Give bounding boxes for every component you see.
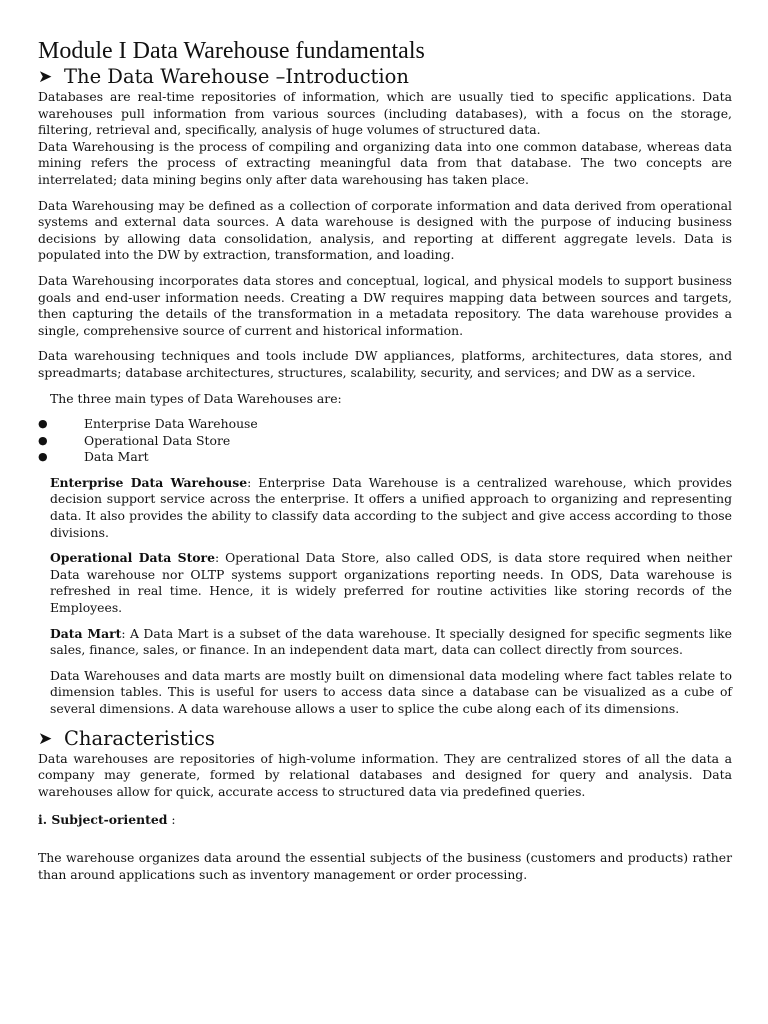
types-intro: The three main types of Data Warehouses are: — [50, 390, 342, 406]
list-item: ● Enterprise Data Warehouse — [38, 416, 258, 432]
section-heading-introduction — [38, 65, 732, 89]
data-mart-definition: Data Mart: A Data Mart is a subset of the data warehouse. It specially designed for specific segments like sales, finance, sales, or finance. In an independent data mart, data can collect directly from sources. — [50, 625, 732, 658]
list-item: ● Data Mart — [38, 449, 149, 465]
arrow-bullet-icon: ➤ — [38, 67, 53, 87]
term-label: Operational Data Store — [50, 550, 215, 566]
paragraph: Data Warehousing is the process of compiling and organizing data into one common database, whereas data mining refers the process of extracting meaningful data from that database. The two concepts are interrelated; data mining begins only after data warehousing has taken place. — [38, 138, 732, 187]
document-page — [38, 37, 732, 883]
bullet-icon: ● — [38, 433, 48, 447]
paragraph: Databases are real-time repositories of information, which are usually tied to specific applications. Data warehouses pull information from various sources (including databases), with a focus on the storage, filtering, retrieval and, specifically, analysis of huge volumes of structured data. — [38, 89, 732, 138]
paragraph: Data Warehouses and data marts are mostly built on dimensional data modeling where fact tables relate to dimension tables. This is useful for users to access data since a database can be visualized as a cube of several dimensions. A data warehouse allows a user to splice the cube along each of its dimensions. — [50, 667, 732, 716]
list-item: ● Operational Data Store — [38, 432, 231, 448]
document-title: Module I Data Warehouse fundamentals — [38, 38, 425, 64]
edw-definition: Enterprise Data Warehouse: Enterprise Data Warehouse is a centralized warehouse, which provides decision support service across the enterprise. It offers a unified approach to organizing and representing data. It also provides the ability to classify data according to the subject and give access according to those divisions. — [50, 474, 732, 540]
section-heading-text: The Data Warehouse –Introduction — [64, 65, 409, 88]
paragraph: Data warehouses are repositories of high-volume information. They are centralized stores of all the data a company may generate, formed by relational databases and designed for query and analysis. Data warehouses allow for quick, accurate access to structured data via predefined queries. — [38, 750, 732, 799]
paragraph: Data Warehousing may be defined as a collection of corporate information and data derived from operational systems and external data sources. A data warehouse is designed with the purpose of inducing business decisions by allowing data consolidation, analysis, and reporting at different aggregate levels. Data is populated into the DW by extraction, transformation, and loading. — [38, 197, 732, 263]
term-label: Enterprise Data Warehouse — [50, 474, 248, 490]
section-heading-text: Characteristics — [64, 726, 215, 750]
arrow-bullet-icon: ➤ — [38, 728, 53, 749]
bullet-icon: ● — [38, 417, 48, 431]
paragraph: The warehouse organizes data around the essential subjects of the business (customers and products) rather than around applications such as inventory management or order processing. — [38, 849, 732, 882]
types-list — [38, 416, 732, 466]
bullet-icon: ● — [38, 450, 48, 464]
term-label: Data Mart — [50, 625, 122, 641]
section-heading-characteristics — [38, 727, 732, 751]
paragraph: Data Warehousing incorporates data stores and conceptual, logical, and physical models to support business goals and end-user information needs. Creating a DW requires mapping data between sources and targets, then capturing the details of the transformation in a metadata repository. The data warehouse provides a single, comprehensive source of current and historical information. — [38, 272, 732, 338]
paragraph: Data warehousing techniques and tools include DW appliances, platforms, architectures, data stores, and spreadmarts; database architectures, structures, scalability, security, and services; and DW as a service. — [38, 348, 732, 380]
subheading: i. Subject-oriented : — [38, 812, 176, 828]
ods-definition: Operational Data Store: Operational Data Store, also called ODS, is data store required when neither Data warehouse nor OLTP systems support organizations reporting needs. In ODS, Data warehouse is refreshed in real time. Hence, it is widely preferred for routine activities like storing records of the Employees. — [50, 550, 732, 616]
